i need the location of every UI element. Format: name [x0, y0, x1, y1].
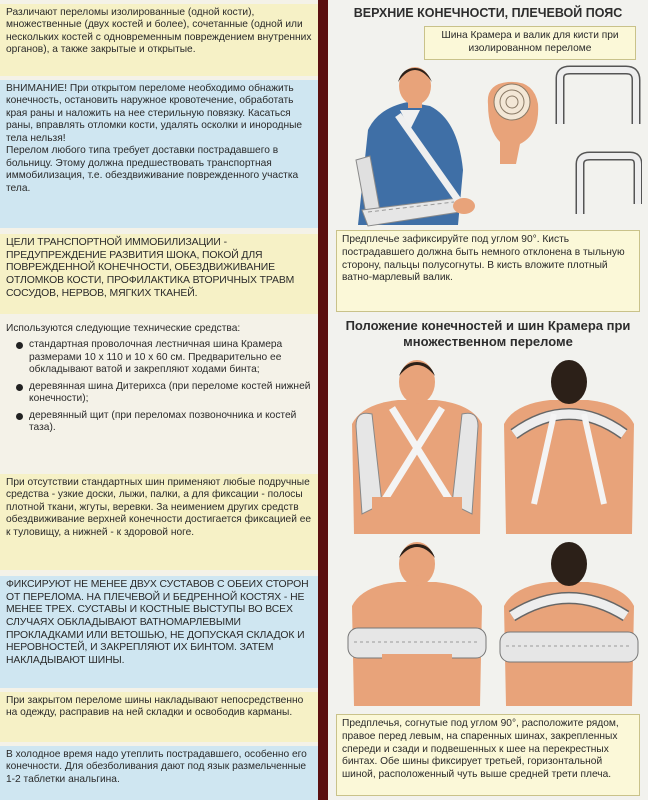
improvised-block — [0, 474, 318, 570]
tools-block — [0, 320, 318, 470]
closed-fracture-paragraph: При закрытом переломе шины накладывают непосредственно на одежду, расправив на ней складки и освободив карманы. — [6, 695, 304, 719]
back-splint-illustration — [494, 354, 644, 534]
left-column — [0, 0, 318, 800]
splint-caption: Шина Крамера и валик для кисти при изолированном переломе — [424, 26, 636, 60]
bullet-icon — [16, 342, 23, 349]
multiple-fracture-title: Положение конечностей и шин Крамера при множественном переломе — [345, 318, 631, 349]
tool-item — [6, 381, 312, 406]
tool-item — [6, 410, 312, 435]
tool-item-text: стандартная проволочная лестничная шина Крамера размерами 10 х 110 и 10 х 60 см. Предварительно ее обкладывают ватой и закрепляют ходами бинта; — [29, 339, 283, 376]
goals-paragraph: ЦЕЛИ ТРАНСПОРТНОЙ ИММОБИЛИЗАЦИИ - ПРЕДУПРЕЖДЕНИЕ РАЗВИТИЯ ШОКА, ПОКОЙ ДЛЯ ПОВРЕЖДЕННОЙ КОНЕЧНОСТИ, ОБЕЗДВИЖИВАНИЕ ОТЛОМКОВ КОСТИ, ПРОФИЛАКТИКА ВТОРИЧНЫХ ТРАВМ СОСУДОВ, НЕРВОВ, МЯГКИХ ТКАНЕЙ. — [6, 237, 295, 299]
arm-splint-illustration — [338, 60, 483, 240]
cold-weather-block — [0, 746, 318, 800]
hand-roll-illustration — [478, 64, 550, 164]
attention-paragraph: ВНИМАНИЕ! При открытом переломе необходимо обнажить конечность, остановить наружное кровотечение, обработать края раны и наложить на нее стерильную повязку. Касаться раны, вправлять отломки кости, удалять осколки и инородные тела нельзя! — [6, 83, 303, 144]
attention-block — [0, 80, 318, 228]
fixation-block — [0, 576, 318, 688]
closed-fracture-block — [0, 692, 318, 742]
kramer-splint-shape-illustration — [550, 64, 642, 224]
right-column — [328, 0, 648, 800]
multiple-fracture-instruction: Предплечья, согнутые под углом 90°, расположите рядом, правое перед левым, на спаренных шинах, закрепленных спереди и сзади и подвешенных к шее на перекрестных бинтах. Обе шины фиксирует третьей, горизонтальной шиной, расположенный чуть выше средней трети плеча. — [336, 714, 640, 796]
tools-intro: Используются следующие технические средства: — [6, 323, 241, 334]
column-divider — [318, 0, 328, 800]
back-horizontal-splint-illustration — [494, 536, 644, 706]
section-title: ВЕРХНИЕ КОНЕЧНОСТИ, ПЛЕЧЕВОЙ ПОЯС — [353, 6, 623, 20]
goals-block — [0, 234, 318, 314]
tool-item-text: деревянный щит (при переломах позвоночника и костей таза). — [29, 409, 297, 434]
bullet-icon — [16, 413, 23, 420]
forearm-instruction: Предплечье зафиксируйте под углом 90°. Кисть пострадавшего должна быть немного отклонена в тыльную сторону, пальцы полусогнуты. В кисть вложите плотный ватно-марлевый валик. — [336, 230, 640, 312]
fracture-types-paragraph: Различают переломы изолированные (одной кости), множественные (двух костей и более), сочетанные (одной или нескольких костей с одновременным повреждением внутренних органов), а также закрытые и открытые. — [6, 7, 312, 56]
cold-weather-paragraph: В холодное время надо утеплить пострадавшего, особенно его конечности. Для обезболивания дают под язык размельченные 1-2 таблетки анальгина. — [6, 749, 307, 785]
tool-item — [6, 339, 312, 376]
bullet-icon — [16, 384, 23, 391]
transport-paragraph: Перелом любого типа требует доставки пострадавшего в больницу. Этому должна предшествовать транспортная иммобилизация, т.е. обездвиживание поврежденного участка тела. — [6, 145, 299, 194]
improvised-paragraph: При отсутствии стандартных шин применяют любые подручные средства - узкие доски, лыжи, палки, а для фиксации - полосы плотной ткани, жгуты, веревки. За неимением других средств обездвиживание верхней конечности достигается фиксацией ее к туловищу, а нижней - к здоровой ноге. — [6, 477, 312, 538]
fracture-types-text — [0, 4, 318, 76]
front-splint-cross-illustration — [342, 354, 492, 534]
tool-item-text: деревянная шина Дитерихса (при переломе костей нижней конечности); — [29, 380, 311, 405]
fixation-paragraph: ФИКСИРУЮТ НЕ МЕНЕЕ ДВУХ СУСТАВОВ С ОБЕИХ СТОРОН ОТ ПЕРЕЛОМА. НА ПЛЕЧЕВОЙ И БЕДРЕННОЙ КОСТЯХ - НЕ МЕНЕЕ ТРЕХ. СУСТАВЫ И КОСТНЫЕ ВЫСТУПЫ ВО ВСЕХ СЛУЧАЯХ ОБКЛАДЫВАЮТ ВАТНОМАРЛЕВЫМИ ПРОКЛАДКАМИ ИЛИ ВЕТОШЬЮ, НЕ ДОПУСКАЯ СКЛАДОК И НЕРОВНОСТЕЙ, И ЗАКРЕПЛЯЮТ ИХ БИНТОМ. ЗАТЕМ НАКЛАДЫВАЮТ ШИНЫ. — [6, 579, 309, 667]
front-horizontal-splint-illustration — [342, 536, 492, 706]
